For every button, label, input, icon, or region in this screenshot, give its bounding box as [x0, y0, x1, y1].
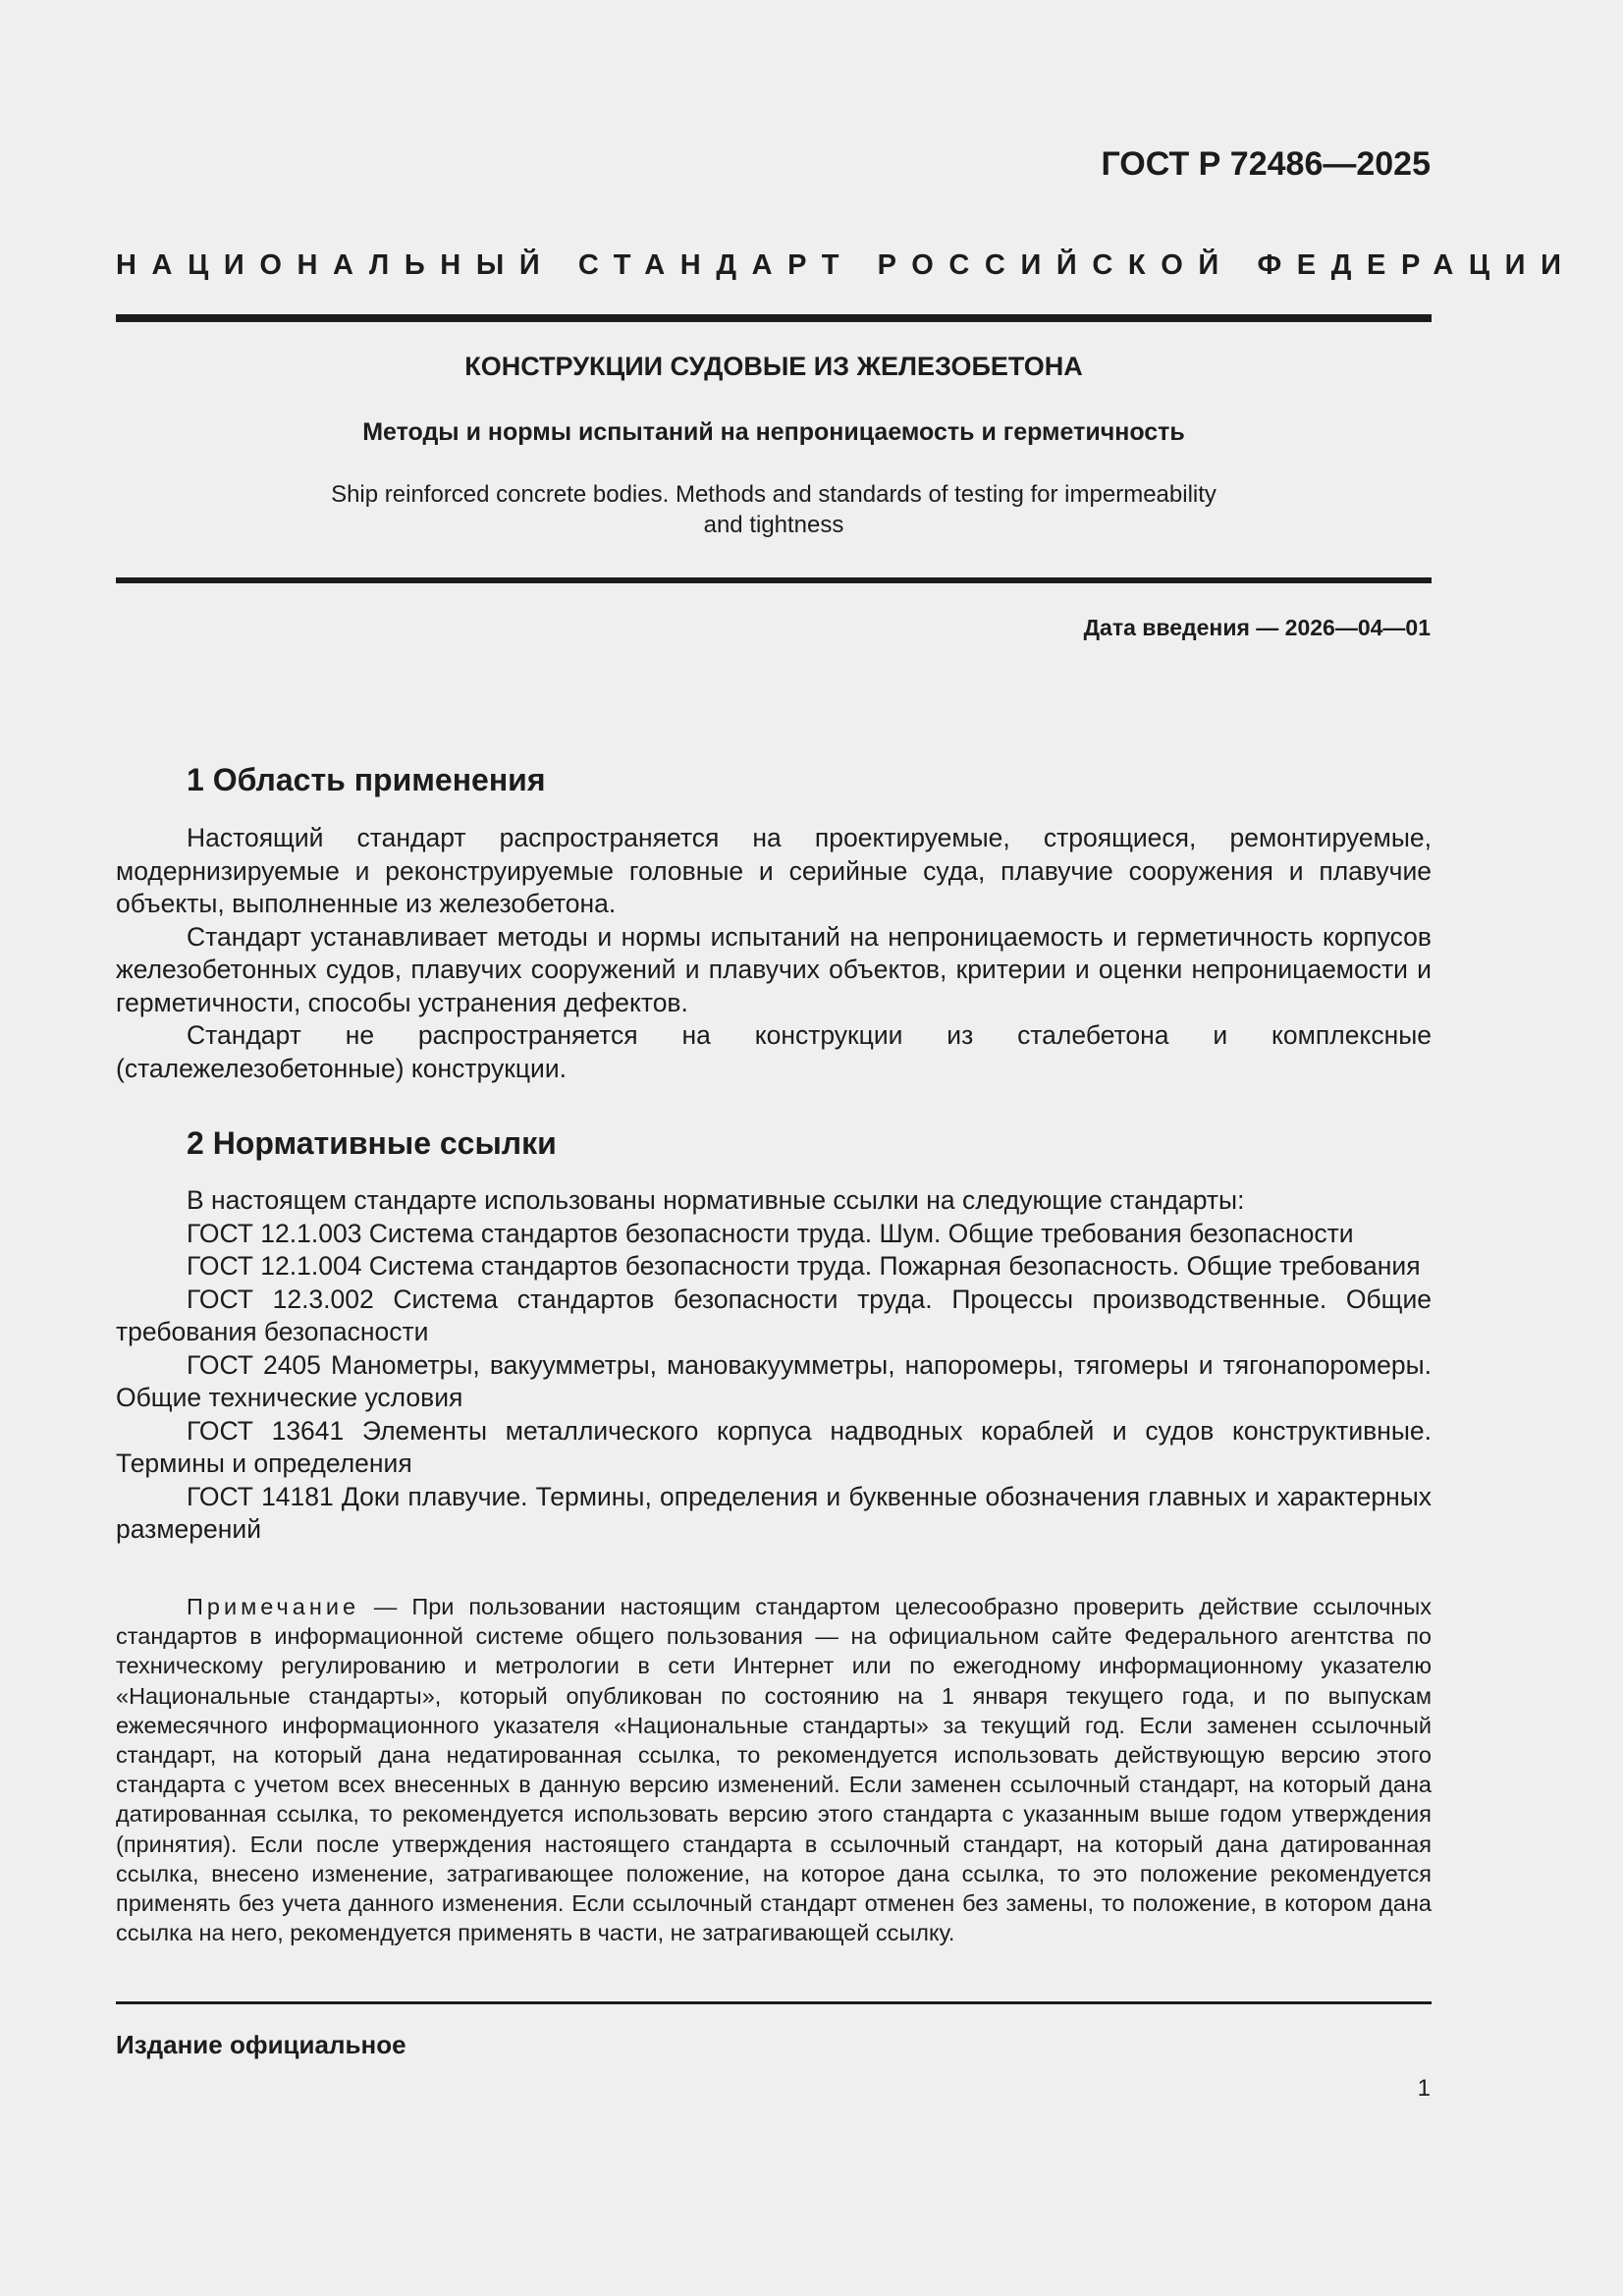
- reference-item: ГОСТ 12.1.003 Система стандартов безопасности труда. Шум. Общие требования безопасности: [187, 1218, 1354, 1248]
- note-text: — При пользовании настоящим стандартом целесообразно проверить действие ссылочных стандартов в информационной системе общего пользования — на официальном сайте Федерального агентства по техническому регулированию и метрологии в сети Интернет или по ежегодному информационному указателю «Национальные стандарты», который опубликован по состоянию на 1 января текущего года, и по выпускам ежемесячного информационного указателя «Национальные стандарты» за текущий год. Если заменен ссылочный стандарт, на который дана недатированная ссылка, то рекомендуется использовать действующую версию этого стандарта с учетом всех внесенных в данную версию изменений. Если заменен ссылочный стандарт, на который дана датированная ссылка, то рекомендуется использовать версию этого стандарта с указанным выше годом утверждения (принятия). Если после утверждения настоящего стандарта в ссылочный стандарт, на который дана датированная ссылка, внесено изменение, затрагивающее положение, на которое дана ссылка, то это положение рекомендуется применять без учета данного изменения. Если ссылочный стандарт отменен без замены, то положение, в котором дана ссылка на него, рекомендуется применять в части, не затрагивающей ссылку.: [116, 1594, 1432, 1946]
- section-body-references: [116, 1184, 1432, 1547]
- reference-item: ГОСТ 2405 Манометры, вакуумметры, мановакуумметры, напоромеры, тягомеры и тягонапоромеры. Общие технические условия: [116, 1349, 1432, 1412]
- document-number: ГОСТ Р 72486—2025: [1101, 145, 1431, 183]
- reference-item: ГОСТ 12.3.002 Система стандартов безопасности труда. Процессы производственные. Общие требования безопасности: [116, 1284, 1432, 1346]
- document-title: КОНСТРУКЦИИ СУДОВЫЕ ИЗ ЖЕЛЕЗОБЕТОНА: [464, 352, 1083, 381]
- note-label: Примечание: [187, 1594, 360, 1619]
- introduction-date: Дата введения — 2026—04—01: [1083, 615, 1431, 640]
- paragraph: Стандарт устанавливает методы и нормы испытаний на непроницаемость и герметичность корпусов железобетонных судов, плавучих сооружений и плавучих объектов, критерии и оценки непроницаемости и герметичности, способы устранения дефектов.: [116, 921, 1432, 1017]
- reference-item: ГОСТ 14181 Доки плавучие. Термины, определения и буквенные обозначения главных и характерных размерений: [116, 1481, 1432, 1544]
- reference-item: ГОСТ 13641 Элементы металлического корпуса надводных кораблей и судов конструктивные. Термины и определения: [116, 1415, 1432, 1478]
- note-block: [116, 1592, 1432, 1947]
- section-heading-references: 2 Нормативные ссылки: [187, 1125, 557, 1161]
- title-divider: [116, 577, 1432, 583]
- english-title-line-2: and tightness: [703, 512, 844, 538]
- section-heading-scope: 1 Область применения: [187, 762, 546, 797]
- document-subtitle: Методы и нормы испытаний на непроницаемость и герметичность: [362, 418, 1185, 446]
- paragraph: Настоящий стандарт распространяется на проектируемые, строящиеся, ремонтируемые, модернизируемые и реконструируемые головные и серийные суда, плавучие сооружения и плавучие объекты, выполненные из железобетона.: [116, 823, 1432, 918]
- top-divider: [116, 314, 1432, 322]
- reference-item: ГОСТ 12.1.004 Система стандартов безопасности труда. Пожарная безопасность. Общие требования: [187, 1251, 1421, 1281]
- paragraph: Стандарт не распространяется на конструкции из сталебетона и комплексные (сталежелезобетонные) конструкции.: [116, 1020, 1432, 1083]
- official-edition-label: Издание официальное: [116, 2030, 406, 2059]
- page-number: 1: [1417, 2075, 1431, 2102]
- section-body-scope: [116, 822, 1432, 1085]
- footer-divider: [116, 2001, 1432, 2004]
- paragraph: В настоящем стандарте использованы нормативные ссылки на следующие стандарты:: [187, 1185, 1245, 1215]
- english-title-line-1: Ship reinforced concrete bodies. Methods and standards of testing for impermeability: [331, 481, 1217, 508]
- english-title: [116, 479, 1432, 540]
- national-standard-banner: НАЦИОНАЛЬНЫЙ СТАНДАРТ РОССИЙСКОЙ ФЕДЕРАЦИИ: [116, 249, 1577, 281]
